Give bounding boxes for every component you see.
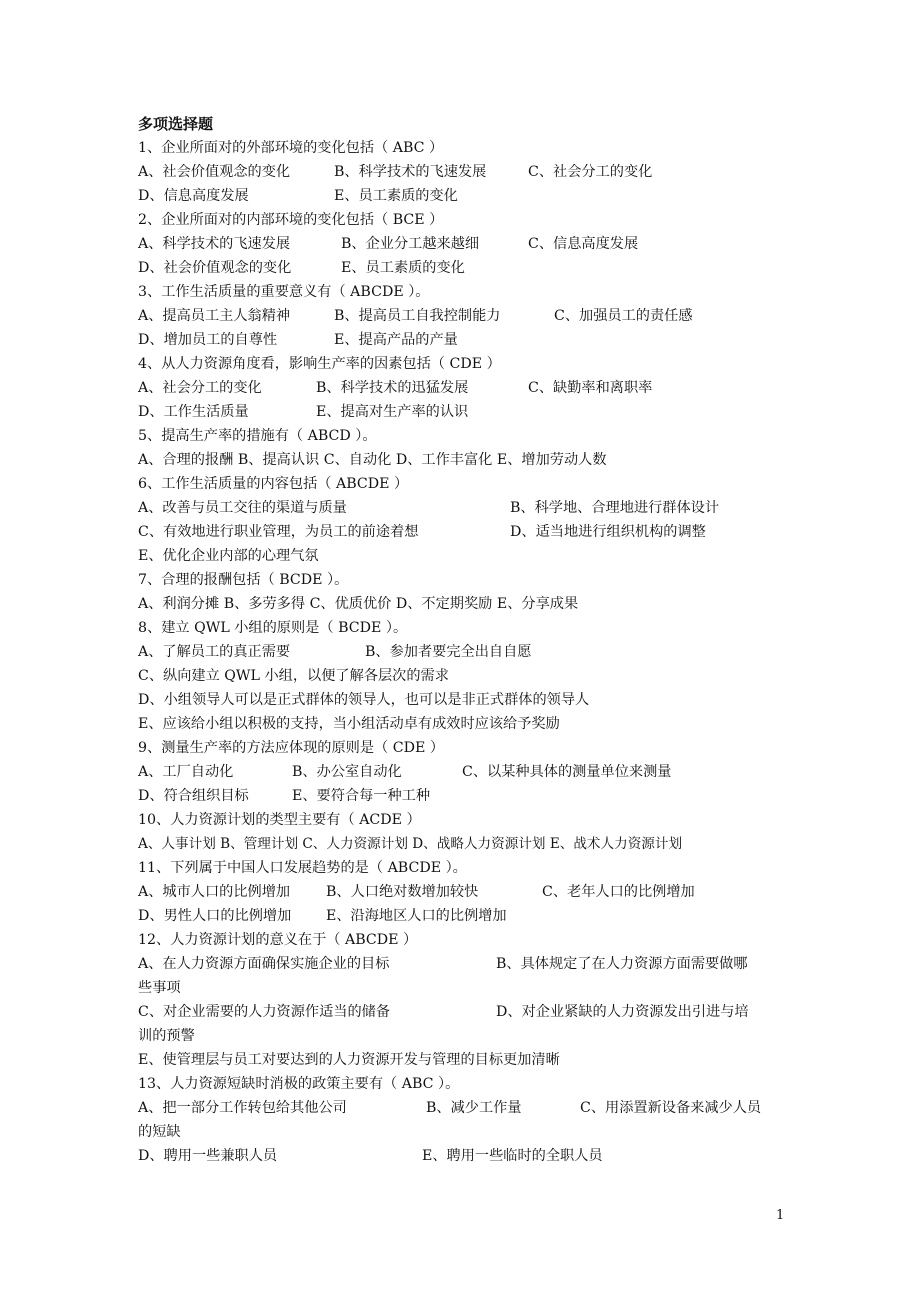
- option-e: E、聘用一些临时的全职人员: [422, 1148, 603, 1164]
- option-row: [138, 1144, 788, 1168]
- page-number: 1: [776, 1208, 785, 1223]
- option-d: D、符合组织目标: [138, 788, 249, 804]
- options-inline: A、合理的报酬 B、提高认识 C、自动化 D、工作丰富化 E、增加劳动人数: [138, 452, 607, 468]
- option-c: C、社会分工的变化: [528, 164, 653, 180]
- option-b: B、科学技术的飞速发展: [334, 164, 487, 180]
- option-b-continued: 些事项: [138, 980, 181, 996]
- option-a: A、提高员工主人翁精神: [138, 308, 291, 324]
- option-row: [138, 256, 788, 280]
- option-row: [138, 184, 788, 208]
- option-e: E、使管理层与员工对要达到的人力资源开发与管理的目标更加清晰: [138, 1052, 560, 1068]
- option-row: [138, 904, 788, 928]
- question-stem: 8、建立 QWL 小组的原则是（ BCDE ）。: [138, 620, 408, 636]
- option-row: [138, 160, 788, 184]
- option-e: E、优化企业内部的心理气氛: [138, 548, 319, 564]
- option-a: A、工厂自动化: [138, 764, 234, 780]
- option-row: [138, 760, 788, 784]
- option-row: [138, 304, 788, 328]
- option-d: D、工作生活质量: [138, 404, 249, 420]
- option-b: B、提高员工自我控制能力: [334, 308, 501, 324]
- option-e: E、应该给小组以积极的支持，当小组活动卓有成效时应该给予奖励: [138, 716, 560, 732]
- option-e: E、员工素质的变化: [334, 188, 458, 204]
- option-a: A、了解员工的真正需要: [138, 644, 291, 660]
- option-row: [138, 880, 788, 904]
- option-row: [138, 232, 788, 256]
- question-stem: 6、工作生活质量的内容包括（ ABCDE ）: [138, 476, 409, 492]
- option-row: [138, 400, 788, 424]
- options-inline: A、利润分摊 B、多劳多得 C、优质优价 D、不定期奖励 E、分享成果: [138, 596, 579, 612]
- option-d: D、对企业紧缺的人力资源发出引进与培: [496, 1004, 749, 1020]
- option-d: D、社会价值观念的变化: [138, 260, 292, 276]
- question-stem: 3、工作生活质量的重要意义有（ ABCDE ）。: [138, 284, 430, 300]
- option-d: D、男性人口的比例增加: [138, 908, 292, 924]
- section-heading: 多项选择题: [138, 115, 214, 133]
- option-b: B、企业分工越来越细: [341, 236, 480, 252]
- option-b: B、科学技术的迅猛发展: [316, 380, 469, 396]
- option-a: A、社会分工的变化: [138, 380, 262, 396]
- option-d: D、信息高度发展: [138, 188, 249, 204]
- option-row: [138, 784, 788, 808]
- option-b: B、减少工作量: [426, 1100, 522, 1116]
- question-stem: 12、人力资源计划的意义在于（ ABCDE ）: [138, 932, 418, 948]
- question-list: [138, 112, 788, 1168]
- option-e: E、提高产品的产量: [334, 332, 458, 348]
- question-stem: 7、合理的报酬包括（ BCDE ）。: [138, 572, 349, 588]
- option-a: A、城市人口的比例增加: [138, 884, 291, 900]
- option-row: [138, 664, 788, 688]
- option-d: D、适当地进行组织机构的调整: [510, 524, 706, 540]
- options-inline: A、人事计划 B、管理计划 C、人力资源计划 D、战略人力资源计划 E、战术人力资源计划: [138, 836, 683, 852]
- option-row: [138, 712, 788, 736]
- option-a: A、改善与员工交往的渠道与质量: [138, 500, 347, 516]
- option-e: E、提高对生产率的认识: [316, 404, 469, 420]
- question-stem: 10、人力资源计划的类型主要有（ ACDE ）: [138, 812, 421, 828]
- option-c: C、以某种具体的测量单位来测量: [462, 764, 672, 780]
- option-row: [138, 520, 788, 544]
- option-c: C、对企业需要的人力资源作适当的储备: [138, 1004, 391, 1020]
- option-c: C、老年人口的比例增加: [542, 884, 695, 900]
- question-stem: 2、企业所面对的内部环境的变化包括（ BCE ）: [138, 212, 444, 228]
- option-row: [138, 832, 788, 856]
- option-e: E、员工素质的变化: [341, 260, 465, 276]
- question-stem: 1、企业所面对的外部环境的变化包括（ ABC ）: [138, 140, 444, 156]
- option-d: D、聘用一些兼职人员: [138, 1148, 278, 1164]
- option-b: B、具体规定了在人力资源方面需要做哪: [496, 956, 748, 972]
- option-a: A、社会价值观念的变化: [138, 164, 291, 180]
- option-row: [138, 544, 788, 568]
- option-row-wrapped: [138, 952, 788, 1000]
- question-stem: 11、下列属于中国人口发展趋势的是（ ABCDE ）。: [138, 860, 467, 876]
- option-row: [138, 328, 788, 352]
- option-a: A、科学技术的飞速发展: [138, 236, 291, 252]
- option-b: B、参加者要完全出自自愿: [365, 644, 532, 660]
- question-stem: 9、测量生产率的方法应体现的原则是（ CDE ）: [138, 740, 445, 756]
- option-d-continued: 训的预警: [138, 1028, 195, 1044]
- option-row: [138, 448, 788, 472]
- option-c: C、用添置新设备来减少人员: [580, 1100, 762, 1116]
- option-c: C、信息高度发展: [528, 236, 639, 252]
- option-row: [138, 1048, 788, 1072]
- option-a: A、把一部分工作转包给其他公司: [138, 1100, 347, 1116]
- option-row-wrapped: [138, 1096, 788, 1144]
- question-stem: 13、人力资源短缺时消极的政策主要有（ ABC ）。: [138, 1076, 460, 1092]
- option-row: [138, 376, 788, 400]
- option-row: [138, 496, 788, 520]
- option-c: C、纵向建立 QWL 小组，以便了解各层次的需求: [138, 668, 449, 684]
- option-a: A、在人力资源方面确保实施企业的目标: [138, 956, 390, 972]
- question-stem: 4、从人力资源角度看，影响生产率的因素包括（ CDE ）: [138, 356, 501, 372]
- option-row: [138, 640, 788, 664]
- question-stem: 5、提高生产率的措施有（ ABCD ）。: [138, 428, 377, 444]
- option-c: C、加强员工的责任感: [554, 308, 693, 324]
- option-b: B、人口绝对数增加较快: [326, 884, 479, 900]
- option-b: B、办公室自动化: [292, 764, 402, 780]
- option-d: D、小组领导人可以是正式群体的领导人，也可以是非正式群体的领导人: [138, 692, 590, 708]
- option-e: E、要符合每一种工种: [292, 788, 431, 804]
- option-row: [138, 688, 788, 712]
- option-row: [138, 592, 788, 616]
- option-row-wrapped: [138, 1000, 788, 1048]
- option-e: E、沿海地区人口的比例增加: [326, 908, 507, 924]
- option-b: B、科学地、合理地进行群体设计: [510, 500, 720, 516]
- option-d: D、增加员工的自尊性: [138, 332, 278, 348]
- option-c-continued: 的短缺: [138, 1124, 181, 1140]
- option-c: C、有效地进行职业管理，为员工的前途着想: [138, 524, 419, 540]
- option-c: C、缺勤率和离职率: [528, 380, 653, 396]
